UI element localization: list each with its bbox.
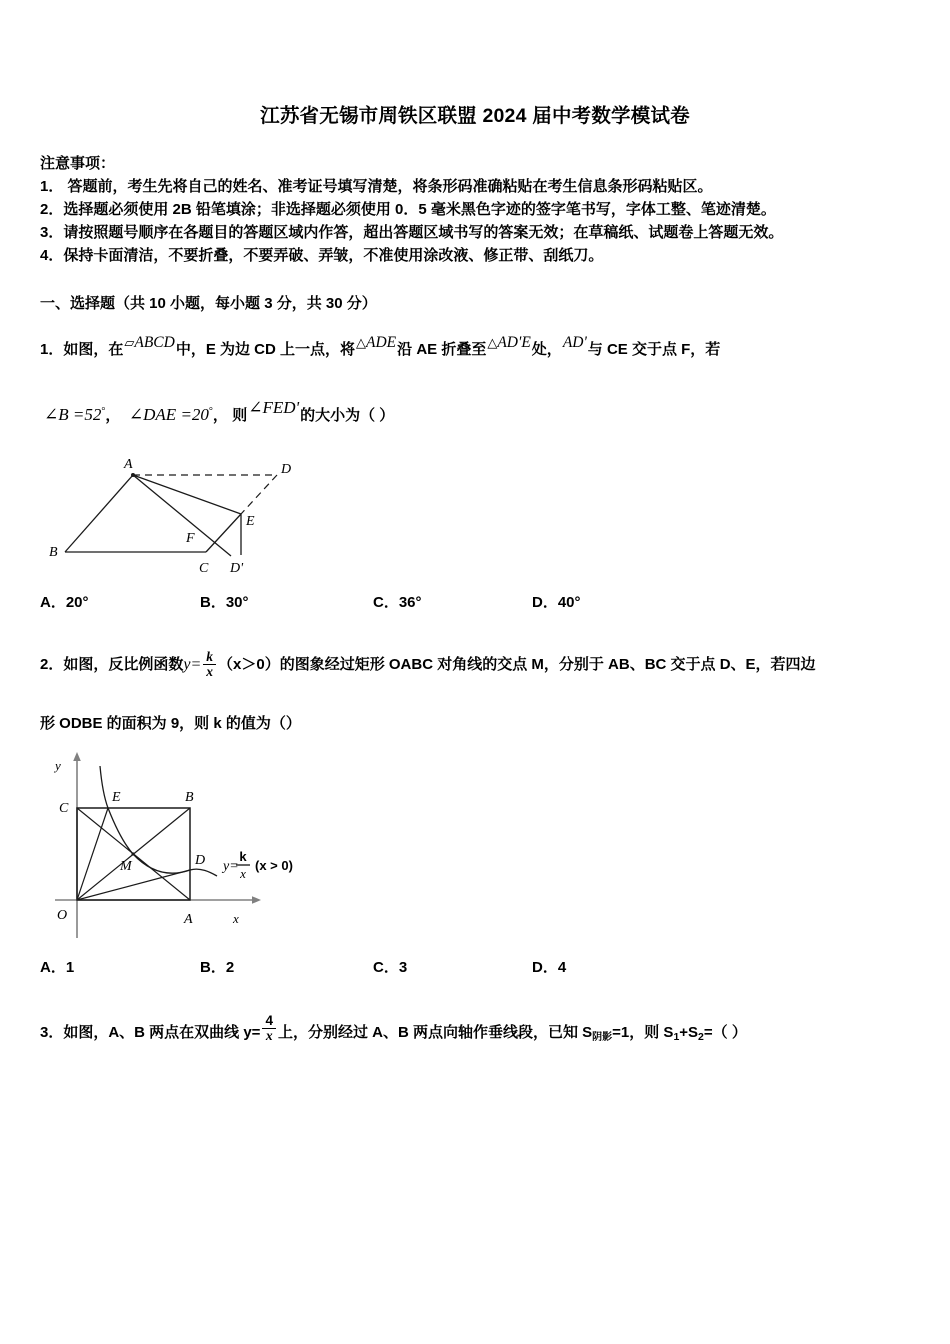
option-b[interactable]: B．2: [200, 959, 235, 976]
section-heading: 一、选择题（共 10 小题，每小题 3 分，共 30 分）: [40, 295, 377, 312]
q2-text-part-2: （x＞0）的图象经过矩形 OABC 对角线的交点 M，分别于 AB、BC 交于点 D、E，若四边: [218, 656, 816, 674]
fig2-label-O: O: [57, 908, 68, 923]
fig2-label-B: B: [185, 790, 194, 805]
q3-text-part-4: +S: [679, 1024, 699, 1042]
q2-func-y: y: [183, 656, 191, 674]
fig1-label-E: E: [246, 514, 255, 529]
q1-math-triangle-ade: △ADE: [356, 334, 397, 351]
question-1-number: 1．: [40, 341, 64, 358]
q2-fraction-k-over-x: $\frac{k}{x}$: [203, 650, 216, 679]
q1-text-part-3: 沿 AE 折叠至: [397, 341, 487, 358]
question-1-condition: ∠B =52°， ∠DAE =20°， 则∠FED'的大小为（ ）: [44, 398, 395, 424]
question-3-stem: [40, 1014, 747, 1043]
svg-text:y=: y=: [223, 859, 239, 874]
q1-target-angle: ∠FED': [248, 398, 300, 417]
option-c[interactable]: C．36°: [373, 594, 422, 611]
q1-then-word: 则: [232, 407, 248, 424]
q1-tail: 的大小为（ ）: [300, 407, 395, 424]
fig2-curve-equation: [221, 849, 293, 881]
fig1-label-D-prime: D': [230, 561, 244, 576]
q3-text-part-3: =1，则 S: [612, 1024, 674, 1042]
q2-func-equals: =: [190, 656, 202, 674]
fig1-label-A: A: [124, 457, 133, 472]
notice-item: 4．保持卡面清洁，不要折叠，不要弄破、弄皱，不准使用涂改液、修正带、刮纸刀。: [40, 247, 604, 264]
q3-subscript-2: 2: [698, 1031, 704, 1044]
notice-item: 2．选择题必须使用 2B 铅笔填涂；非选择题必须使用 0．5 毫米黑色字迹的签字笔书写，字体工整、笔迹清楚。: [40, 201, 776, 218]
notice-item: 1． 答题前，考生先将自己的姓名、准考证号填写清楚，将条形码准确粘贴在考生信息条形码粘贴区。: [40, 178, 713, 195]
q1-text-part-5: 与 CE 交于点 F，若: [587, 341, 721, 358]
notice-label: 注意事项：: [40, 155, 116, 172]
q3-text-part-5: =（ ）: [703, 1024, 747, 1042]
fig2-axis-label-x: x: [233, 911, 239, 926]
fig1-label-F: F: [186, 531, 195, 546]
notice-item: 3．请按照题号顺序在各题目的答题区域内作答，超出答题区域书写的答案无效；在草稿纸、试题卷上答题无效。: [40, 224, 784, 241]
question-2-figure: [45, 748, 365, 946]
fig2-label-D: D: [195, 853, 206, 868]
svg-text:k: k: [239, 849, 247, 864]
question-2-number: 2．: [40, 656, 64, 674]
q2-text-part-1: 如图，反比例函数: [63, 656, 184, 674]
q1-math-triangle-adprime-e: △AD'E: [487, 334, 531, 351]
page-title: 江苏省无锡市周铁区联盟 2024 届中考数学模试卷: [260, 105, 690, 127]
question-1-figure: [45, 448, 345, 583]
notice-list: [40, 175, 920, 267]
q3-text-part-1: 如图，A、B 两点在双曲线 y=: [63, 1024, 261, 1042]
q1-angle-dae-label: DAE: [143, 405, 177, 424]
option-d[interactable]: D．4: [532, 959, 567, 976]
question-3-number: 3．: [40, 1024, 64, 1042]
q3-text-part-2: 上，分别经过 A、B 两点向轴作垂线段，已知 S: [277, 1024, 593, 1042]
fig1-label-D: D: [281, 462, 292, 477]
q1-math-parallelogram-abcd: ▱ABCD: [124, 334, 175, 351]
q1-angle-b-label: B: [58, 405, 69, 424]
fig2-label-A: A: [184, 912, 193, 927]
q3-subscript-shaded: 阴影: [592, 1032, 613, 1044]
option-b[interactable]: B．30°: [200, 594, 249, 611]
q1-text-part-1: 如图，在: [63, 341, 124, 358]
fig1-label-B: B: [49, 545, 58, 560]
option-a[interactable]: A．20°: [40, 594, 89, 611]
q1-text-part-2: 中，E 为边 CD 上一点，将: [175, 341, 356, 358]
question-1-stem: [40, 334, 720, 359]
fig1-label-C: C: [199, 561, 209, 576]
option-d[interactable]: D．40°: [532, 594, 581, 611]
fig2-label-M: M: [120, 859, 132, 874]
q3-fraction-4-over-x: $\frac{4}{x}$: [262, 1014, 276, 1043]
option-a[interactable]: A．1: [40, 959, 75, 976]
svg-text:x: x: [240, 866, 246, 881]
fig2-label-E: E: [112, 790, 121, 805]
q1-angle-b-value: 52: [84, 405, 102, 424]
question-2-stem-line2: 形 ODBE 的面积为 9，则 k 的值为（）: [40, 715, 301, 732]
q1-text-part-4: 处，: [531, 341, 562, 358]
fig2-axis-label-y: y: [55, 758, 61, 773]
svg-text:(x > 0): (x > 0): [255, 858, 293, 873]
q3-subscript-1: 1: [673, 1031, 680, 1044]
q1-angle-dae-value: 20: [191, 405, 209, 424]
fig2-label-C: C: [59, 801, 69, 816]
option-c[interactable]: C．3: [373, 959, 408, 976]
question-2-stem: [40, 650, 816, 679]
q1-math-segment-adprime: AD': [562, 334, 587, 351]
